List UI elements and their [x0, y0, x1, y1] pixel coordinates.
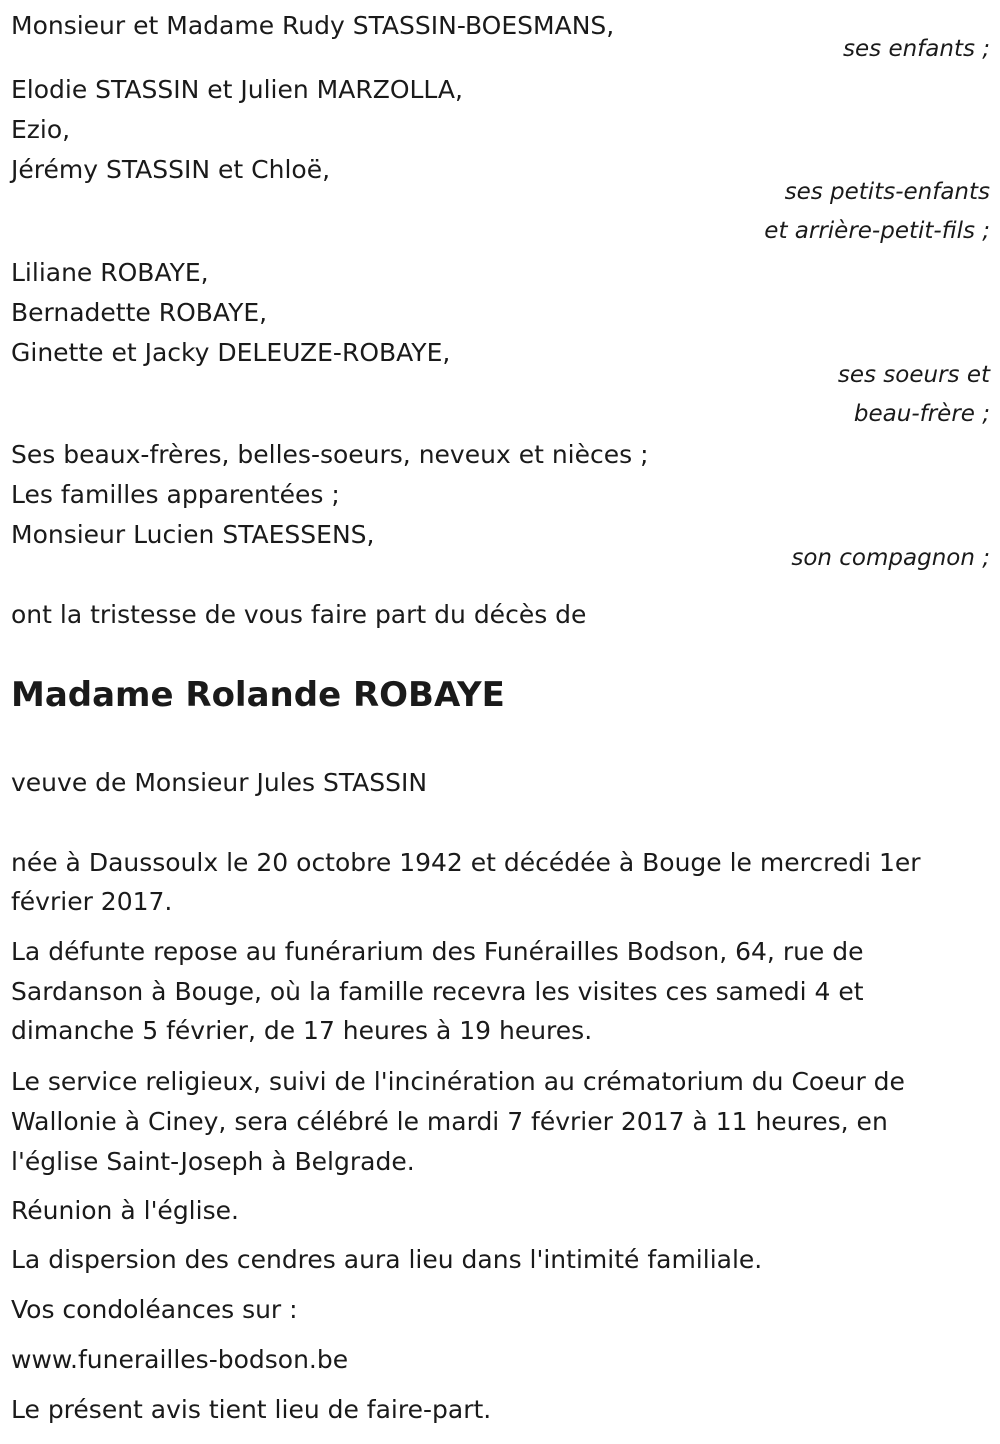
grandchildren-relation: et arrière-petit-fils ;	[764, 218, 990, 244]
sibling-name: Ginette et Jacky DELEUZE-ROBAYE,	[11, 338, 451, 367]
grandchildren-name: Ezio,	[11, 115, 71, 144]
widow-of: veuve de Monsieur Jules STASSIN	[11, 768, 428, 797]
announcement-text: ont la tristesse de vous faire part du décès de	[11, 600, 587, 629]
sibling-name: Liliane ROBAYE,	[11, 258, 209, 287]
closing-line: Le présent avis tient lieu de faire-part.	[11, 1395, 492, 1424]
siblings-relation: ses soeurs et	[837, 362, 990, 388]
sibling-name: Bernadette ROBAYE,	[11, 298, 268, 327]
meeting-line: Réunion à l'église.	[11, 1196, 239, 1225]
children-relation: ses enfants ;	[843, 36, 990, 62]
service-line: Wallonie à Ciney, sera célébré le mardi 7 février 2017 à 11 heures, en	[11, 1107, 888, 1136]
birth-death-line: février 2017.	[11, 887, 173, 916]
service-line: Le service religieux, suivi de l'incinération au crématorium du Coeur de	[11, 1067, 905, 1096]
funerarium-line: dimanche 5 février, de 17 heures à 19 heures.	[11, 1016, 593, 1045]
companion-relation: son compagnon ;	[791, 545, 990, 571]
condolences-link[interactable]: www.funerailles-bodson.be	[11, 1345, 349, 1374]
children-names: Monsieur et Madame Rudy STASSIN-BOESMANS,	[11, 11, 615, 40]
ashes-line: La dispersion des cendres aura lieu dans l'intimité familiale.	[11, 1245, 763, 1274]
birth-death-line: née à Daussoulx le 20 octobre 1942 et décédée à Bouge le mercredi 1er	[11, 848, 921, 877]
condolences-label: Vos condoléances sur :	[11, 1295, 298, 1324]
relatives-line: Ses beaux-frères, belles-soeurs, neveux et nièces ;	[11, 440, 649, 469]
deceased-name: Madame Rolande ROBAYE	[11, 675, 505, 715]
grandchildren-name: Jérémy STASSIN et Chloë,	[11, 155, 331, 184]
grandchildren-relation: ses petits-enfants	[784, 179, 990, 205]
funerarium-line: La défunte repose au funérarium des Funérailles Bodson, 64, rue de	[11, 937, 864, 966]
companion-name: Monsieur Lucien STAESSENS,	[11, 520, 375, 549]
relatives-line: Les familles apparentées ;	[11, 480, 340, 509]
siblings-relation: beau-frère ;	[853, 401, 990, 427]
grandchildren-name: Elodie STASSIN et Julien MARZOLLA,	[11, 75, 463, 104]
funerarium-line: Sardanson à Bouge, où la famille recevra les visites ces samedi 4 et	[11, 977, 864, 1006]
service-line: l'église Saint-Joseph à Belgrade.	[11, 1147, 415, 1176]
